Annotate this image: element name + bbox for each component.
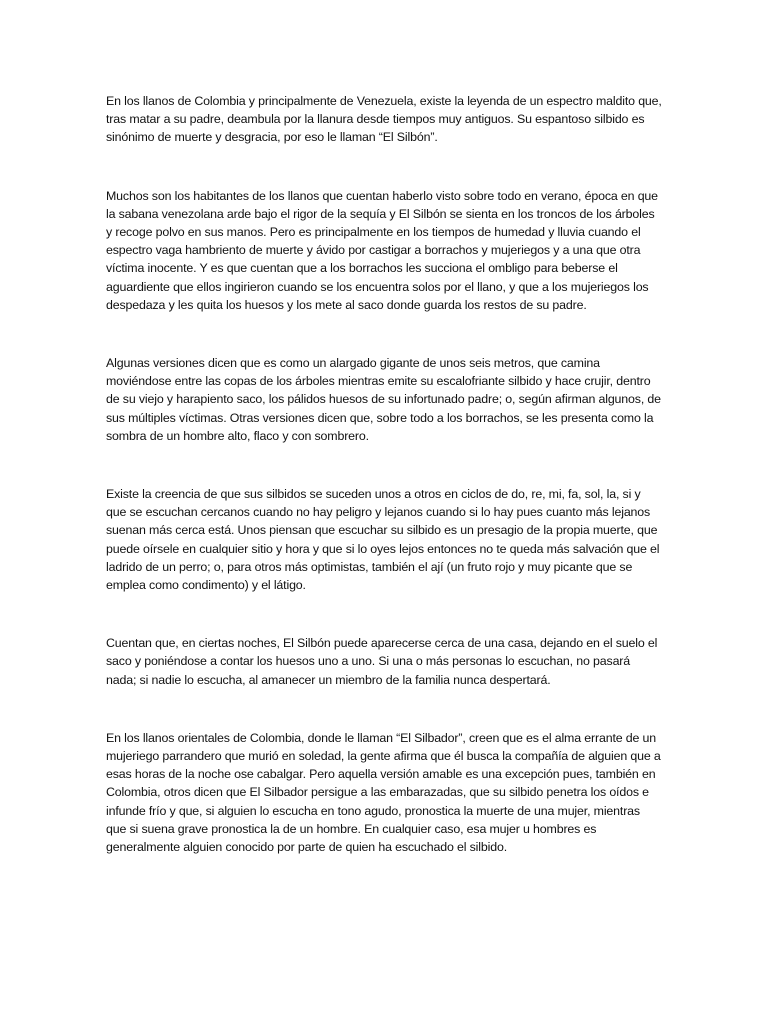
paragraph-5: Cuentan que, en ciertas noches, El Silbón puede aparecerse cerca de una casa, dejando en el suelo el saco y poniéndose a contar los huesos uno a uno. Si una o más personas lo escuchan, no pasará nada; si nadie lo escucha, al amanecer un miembro de la familia nunca despertará. <box>106 636 658 687</box>
paragraph-6: En los llanos orientales de Colombia, donde le llaman “El Silbador”, creen que es el alma errante de un mujeriego parrandero que murió en soledad, la gente afirma que él busca la compañía de alguien que a esas horas de la noche ose cabalgar. Pero aquella versión amable es una excepción pues, también en Colombia, otros dicen que El Silbador persigue a las embarazadas, que su silbido penetra los oídos e infunde frío y que, si alguien lo escucha en tono agudo, pronostica la muerte de una mujer, mientras que si suena grave pronostica la de un hombre. En cualquier caso, esa mujer u hombres es generalmente alguien conocido por parte de quien ha escuchado el silbido. <box>106 730 661 855</box>
paragraph-3: Algunas versiones dicen que es como un alargado gigante de unos seis metros, que camina moviéndose entre las copas de los árboles mientras emite su escalofriante silbido y hace crujir, dentro de su viejo y harapiento saco, los pálidos huesos de su infortunado padre; o, según afirman algunos, de sus múltiples víctimas. Otras versiones dicen que, sobre todo a los borrachos, se les presenta como la sombra de un hombre alto, flaco y con sombrero. <box>106 356 661 443</box>
paragraph-2: Muchos son los habitantes de los llanos que cuentan haberlo visto sobre todo en verano, época en que la sabana venezolana arde bajo el rigor de la sequía y El Silbón se sienta en los troncos de los árboles y recoge polvo en sus manos. Pero es principalmente en los tiempos de humedad y lluvia cuando el espectro vaga hambriento de muerte y ávido por castigar a borrachos y mujeriegos y a una que otra víctima inocente. Y es que cuentan que a los borrachos les succiona el ombligo para beberse el aguardiente que ellos ingirieron cuando se los encuentra solos por el llano, y que a los mujeriegos los despedaza y les quita los huesos y los mete al saco donde guarda los restos de su padre. <box>106 188 658 312</box>
document-body <box>106 92 662 856</box>
paragraph-4: Existe la creencia de que sus silbidos se suceden unos a otros en ciclos de do, re, mi, fa, sol, la, si y que se escuchan cercanos cuando no hay peligro y lejanos cuando si lo hay pues cuanto más lejanos suenan más cerca está. Unos piensan que escuchar su silbido es un presagio de la propia muerte, que puede oírsele en cualquier sitio y hora y que si lo oyes lejos entonces no te queda más salvación que el ladrido de un perro; o, para otros más optimistas, también el ají (un fruto rojo y muy picante que se emplea como condimento) y el látigo. <box>106 487 660 593</box>
paragraph-1: En los llanos de Colombia y principalmente de Venezuela, existe la leyenda de un espectro maldito que, tras matar a su padre, deambula por la llanura desde tiempos muy antiguos. Su espantoso silbido es sinónimo de muerte y desgracia, por eso le llaman “El Silbón”. <box>106 94 662 145</box>
